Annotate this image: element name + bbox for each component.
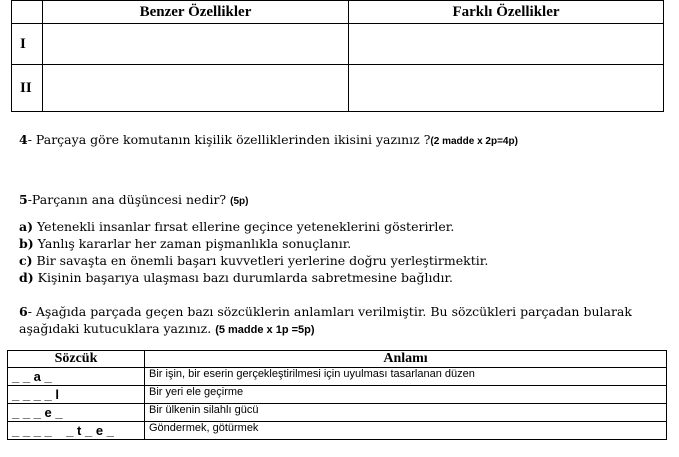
- meaning-3: Bir ülkenin silahlı gücü: [145, 404, 667, 422]
- option-b-text: Yanlış kararlar her zaman pişmanlıkla sonuçlanır.: [37, 236, 352, 251]
- question-4: [19, 132, 518, 150]
- word-blank-1[interactable]: _ _ a _: [8, 368, 145, 386]
- option-b-letter: b): [19, 236, 34, 251]
- row-label-2: II: [12, 65, 43, 112]
- option-b[interactable]: [19, 236, 351, 252]
- option-c-text: Bir savaşta en önemli başarı kuvvetleri yerlerine doğru yerleştirmektir.: [36, 253, 489, 268]
- answer-cell-different-2[interactable]: [349, 65, 664, 112]
- table-row: [8, 386, 667, 404]
- answer-cell-similar-1[interactable]: [43, 24, 349, 65]
- meaning-2: Bir yeri ele geçirme: [145, 386, 667, 404]
- header-empty: [12, 1, 43, 24]
- option-d[interactable]: [19, 270, 453, 286]
- question-5-text: -Parçanın ana düşüncesi nedir?: [27, 192, 227, 207]
- option-a-text: Yetenekli insanlar fırsat ellerine geçince yeteneklerini gösterirler.: [37, 219, 455, 234]
- option-c-letter: c): [19, 253, 33, 268]
- header-different: Farklı Özellikler: [349, 1, 664, 24]
- question-6: [19, 304, 632, 320]
- header-similar: Benzer Özellikler: [43, 1, 349, 24]
- question-6-points: (5 madde x 1p =5p): [215, 324, 315, 336]
- option-c[interactable]: [19, 253, 488, 269]
- question-5-points: (5p): [230, 196, 249, 207]
- answer-cell-different-1[interactable]: [349, 24, 664, 65]
- word-blank-3[interactable]: _ _ _ e _: [8, 404, 145, 422]
- question-6-number: 6: [19, 304, 28, 319]
- answer-cell-similar-2[interactable]: [43, 65, 349, 112]
- question-5-number: 5: [19, 192, 28, 207]
- meaning-header: Anlamı: [145, 351, 667, 368]
- question-6-line1: - Aşağıda parçada geçen bazı sözcüklerin anlamları verilmiştir. Bu sözcükleri parçadan bularak: [27, 304, 632, 319]
- question-4-number: 4: [19, 132, 28, 147]
- meaning-4: Göndermek, götürmek: [145, 422, 667, 440]
- table-row: [8, 422, 667, 440]
- option-a-letter: a): [19, 219, 34, 234]
- option-d-text: Kişinin başarıya ulaşması bazı durumlarda sabretmesine bağlıdır.: [37, 270, 454, 285]
- question-5: [19, 192, 248, 210]
- word-blank-2[interactable]: _ _ _ _ l: [8, 386, 145, 404]
- comparison-table: [11, 0, 664, 112]
- meaning-1: Bir işin, bir eserin gerçekleştirilmesi için uyulması tasarlanan düzen: [145, 368, 667, 386]
- word-blank-4[interactable]: _ _ _ _ _ t _ e _: [8, 422, 145, 440]
- question-4-text: - Parçaya göre komutanın kişilik özelliklerinden ikisini yazınız ?: [27, 132, 431, 147]
- word-header: Sözcük: [8, 351, 145, 368]
- table-row: [8, 368, 667, 386]
- option-d-letter: d): [19, 270, 34, 285]
- question-6-line2: aşağıdaki kutucuklara yazınız.: [19, 321, 212, 336]
- row-label-1: I: [12, 24, 43, 65]
- table-row: [8, 404, 667, 422]
- question-6-cont: [19, 321, 315, 338]
- option-a[interactable]: [19, 219, 454, 235]
- question-4-points: (2 madde x 2p=4p): [430, 136, 518, 147]
- word-table: [7, 350, 667, 440]
